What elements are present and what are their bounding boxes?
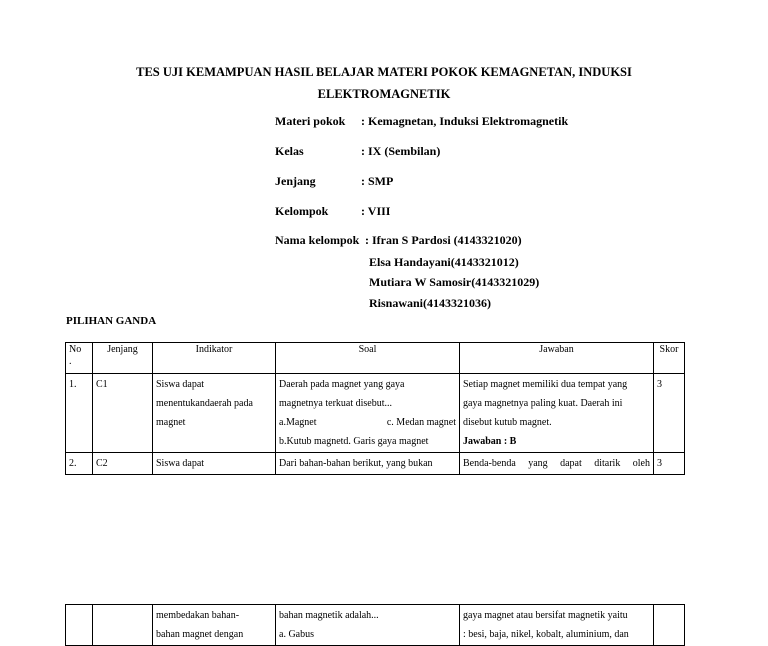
document-title [100, 61, 668, 105]
cell-jenjang: C2 [93, 453, 153, 475]
option-c: c. Medan magnet [386, 417, 456, 428]
cell-no [66, 605, 93, 646]
option-b-d: b.Kutub magnetd. Garis gaya magnet [279, 436, 429, 447]
group-member: Elsa Handayani(4143321012) [369, 254, 519, 269]
cell-jawaban: Setiap magnet memiliki dua tempat yang gaya magnetnya paling kuat. Daerah ini disebut kutub magnet. Jawaban : B [460, 374, 654, 453]
group-member: Mutiara W Samosir(4143321029) [369, 275, 540, 289]
meta-label: Materi pokok [275, 114, 346, 128]
cell-jawaban: Benda-benda yang dapat ditarik oleh [460, 453, 654, 475]
cell-no: 1. [66, 374, 93, 453]
meta-value: : Kemagnetan, Induksi Elektromagnetik [361, 114, 569, 128]
meta-value: : SMP [361, 174, 394, 188]
header-soal: Soal [276, 343, 460, 374]
table-header-row [66, 343, 685, 374]
section-title: PILIHAN GANDA [66, 315, 157, 327]
meta-label: Nama kelompok [275, 233, 360, 247]
cell-indikator: Siswa dapat menentukandaerah pada magnet [153, 374, 276, 453]
question-table [65, 342, 685, 475]
cell-jenjang: C1 [93, 374, 153, 453]
table-row [66, 453, 685, 475]
group-member: Risnawani(4143321036) [369, 295, 492, 310]
meta-value: : IX (Sembilan) [361, 144, 441, 158]
group-members [369, 231, 539, 313]
header-jawaban: Jawaban [460, 343, 654, 374]
cell-indikator: Siswa dapat [153, 453, 276, 475]
answer-key: Jawaban : B [463, 436, 517, 447]
cell-skor [654, 605, 685, 646]
meta-value: : VIII [361, 204, 391, 218]
title-line-1: TES UJI KEMAMPUAN HASIL BELAJAR MATERI POKOK KEMAGNETAN, INDUKSI [136, 65, 632, 79]
meta-label: Jenjang [275, 174, 316, 188]
cell-soal: Dari bahan-bahan berikut, yang bukan [276, 453, 460, 475]
group-member-first: : Ifran S Pardosi (4143321020) [365, 233, 522, 247]
option-a: a.Magnet [279, 417, 317, 428]
cell-indikator: membedakan bahan- bahan magnet dengan [153, 605, 276, 646]
title-line-2: ELEKTROMAGNETIK [317, 87, 451, 101]
meta-label: Kelompok [275, 204, 329, 218]
cell-soal: bahan magnetik adalah... a. Gabus [276, 605, 460, 646]
table-row-continued [66, 605, 685, 646]
meta-label: Kelas [275, 144, 304, 158]
header-no: No . [66, 343, 93, 374]
cell-skor: 3 [654, 453, 685, 475]
cell-soal: Daerah pada magnet yang gaya magnetnya terkuat disebut... a.Magnet c. Medan magnet b.Kutub magnetd. Garis gaya magnet [276, 374, 460, 453]
cell-jenjang [93, 605, 153, 646]
cell-jawaban: gaya magnet atau bersifat magnetik yaitu : besi, baja, nikel, kobalt, aluminium, dan [460, 605, 654, 646]
header-jenjang: Jenjang [93, 343, 153, 374]
cell-no: 2. [66, 453, 93, 475]
header-indikator: Indikator [153, 343, 276, 374]
header-skor: Skor [654, 343, 685, 374]
table-row [66, 374, 685, 453]
question-table-continued [65, 604, 685, 646]
cell-skor: 3 [654, 374, 685, 453]
